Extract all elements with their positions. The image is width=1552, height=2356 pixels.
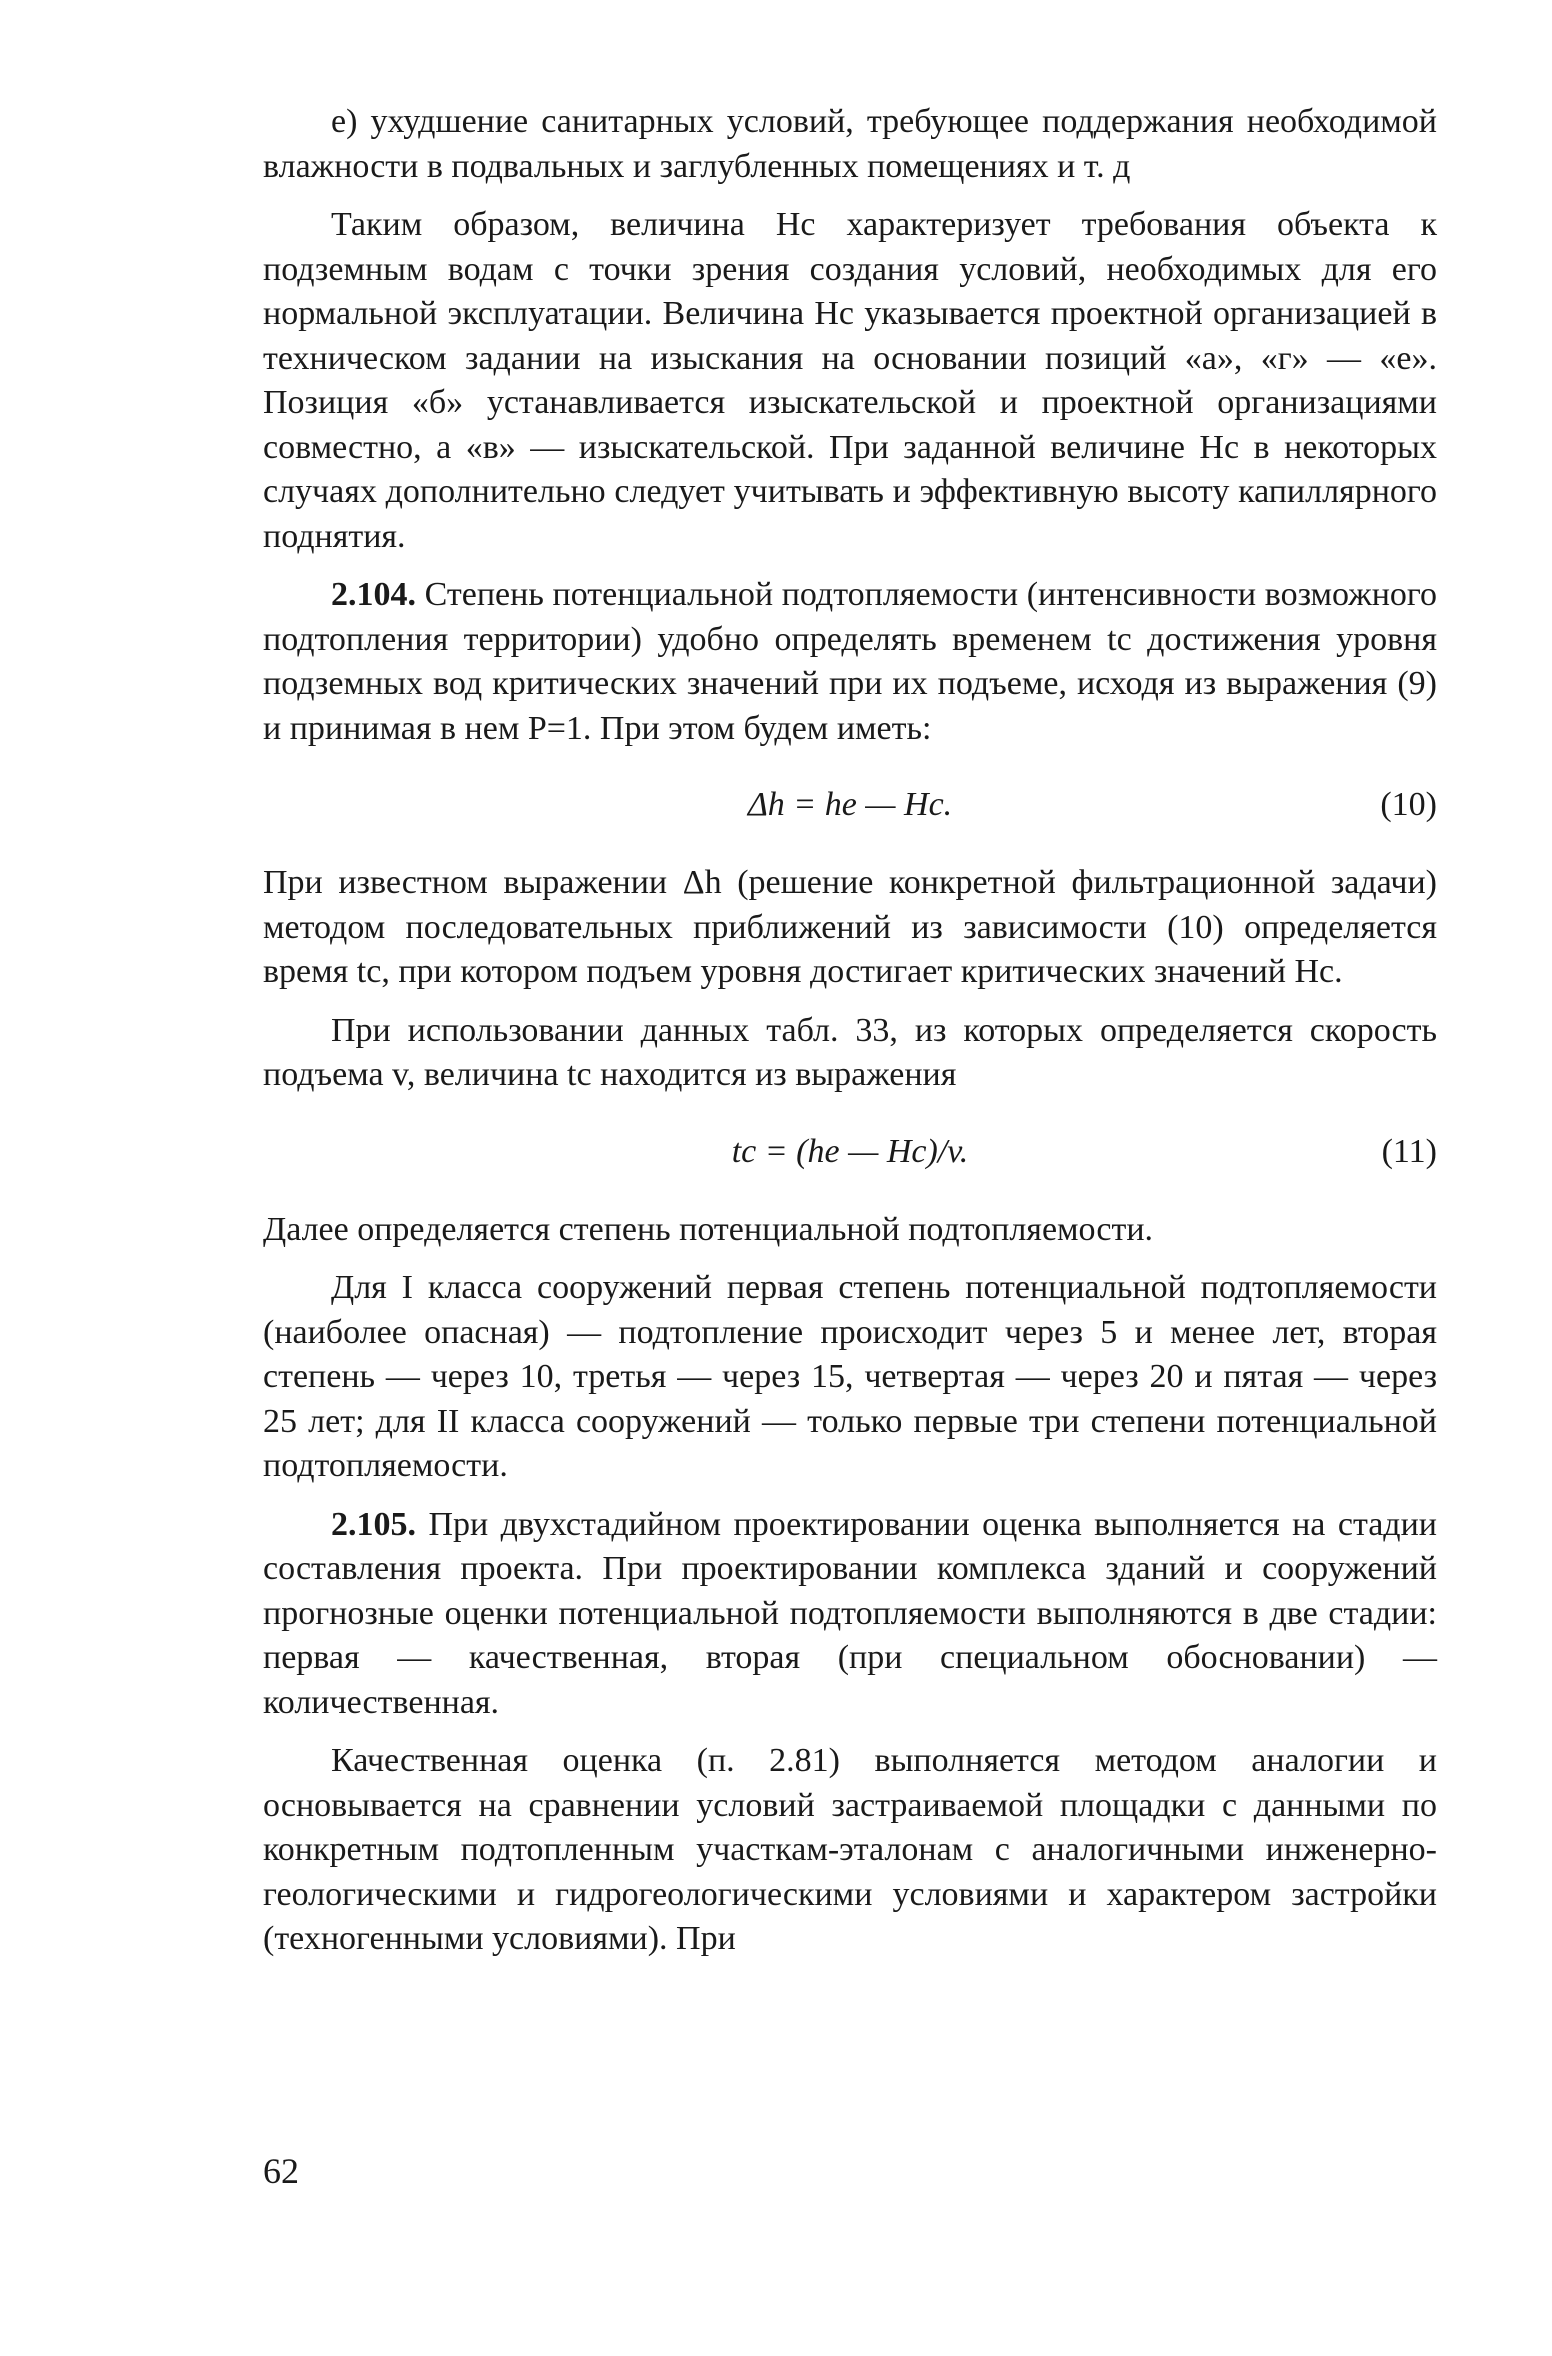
equation-11-formula: tс = (he — Hс)/v.	[731, 1132, 969, 1170]
paragraph-2-105	[263, 1503, 1437, 1726]
section-number: 2.105.	[331, 1505, 416, 1543]
page-number: 62	[263, 2151, 299, 2191]
equation-10-number: (10)	[1380, 786, 1437, 823]
text-column	[263, 100, 1437, 1962]
equation-10	[263, 777, 1437, 833]
paragraph-table-33: При использовании данных табл. 33, из которых определяется скорость подъема v, величина tс находится из выражения	[263, 1011, 1437, 1093]
paragraph-class-i: Для I класса сооружений первая степень потенциальной подтопляемости (наиболее опасная) — подтопление происходит через 5 и менее лет, вторая степень — через 10, третья — через 15, четвертая — через 20 и пятая — через 25 лет; для II класса сооружений — только первые три степени потенциальной подтопляемости.	[263, 1269, 1437, 1484]
paragraph-hc-definition: Таким образом, величина Hс характеризует требования объекта к подземным водам с точки зрения создания условий, необходимых для его нормальной эксплуатации. Величина Hс указывается проектной организацией в техническом задании на изыскания на основании позиций «а», «г» — «е». Позиция «б» устанавливается изыскательской и проектной организациями совместно, а «в» — изыскательской. При заданной величине Hс в некоторых случаях дополнительно следует учитывать и эффективную высоту капиллярного поднятия.	[263, 206, 1437, 555]
equation-11-number: (11)	[1381, 1132, 1437, 1170]
paragraph-degree: Далее определяется степень потенциальной подтопляемости.	[263, 1210, 1154, 1248]
equation-11	[263, 1124, 1437, 1180]
paragraph-2-105-text: При двухстадийном проектировании оценка выполняется на стадии составления проекта. При проектировании комплекса зданий и сооружений прогнозные оценки потенциальной подтопляемости выполняются в две стадии: первая — качественная, вторая (при специальном обосновании) — количественная.	[263, 1505, 1437, 1721]
paragraph-dh: При известном выражении Δh (решение конкретной фильтрационной задачи) методом последовательных приближений из зависимости (10) определяется время tс, при котором подъем уровня достигает критических значений Hс.	[263, 864, 1437, 990]
paragraph-e: е) ухудшение санитарных условий, требующее поддержания необходимой влажности в подвальных и заглубленных помещениях и т. д	[263, 103, 1437, 185]
paragraph-2-104-text: Степень потенциальной подтопляемости (интенсивности возможного подтопления территории) удобно определять временем tс достижения уровня подземных вод критических значений при их подъеме, исходя из выражения (9) и принимая в нем P=1. При этом будем иметь:	[263, 576, 1437, 747]
paragraph-qualitative: Качественная оценка (п. 2.81) выполняется методом аналогии и основывается на сравнении условий застраиваемой площадки с данными по конкретным подтопленным участкам-эталонам с аналогичными инженерно-геологическими и гидрогеологическими условиями и характером застройки (техногенными условиями). При	[263, 1742, 1437, 1957]
section-number: 2.104.	[331, 576, 416, 613]
equation-10-formula: Δh = he — Hс.	[747, 786, 953, 823]
paragraph-2-104	[263, 573, 1437, 751]
